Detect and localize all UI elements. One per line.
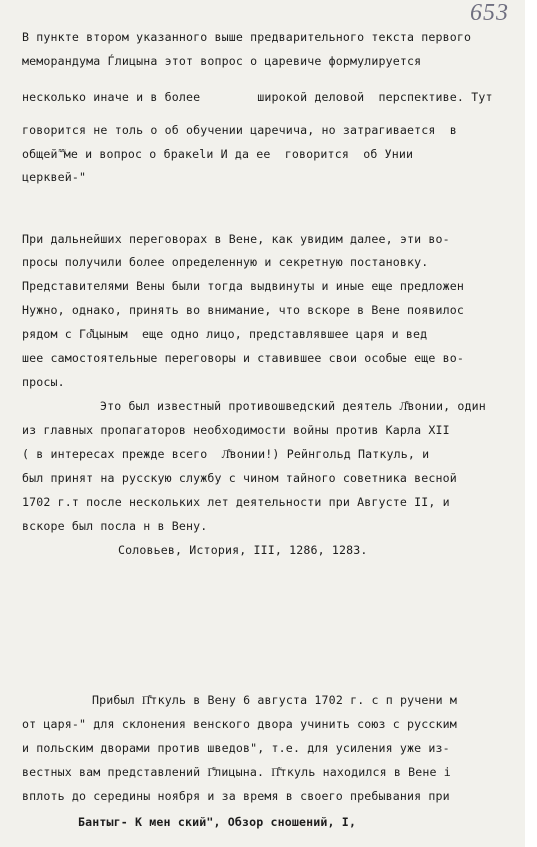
text-line: рядом с Го͌͌цыным еще одно лицо, представлявшее царя и вед (22, 327, 428, 341)
text-line: несколько иначе и в более широкой деловой перспективе. Тут (22, 90, 493, 104)
text-line: Прибыл П͌ткуль в Вену 6 августа 1702 г. с п ручени м (92, 693, 458, 707)
text-line: Это был известный противошведский деятель Л͌вонии, один (100, 399, 486, 413)
text-line: из главных пропагаторов необходимости войны против Карла XII (22, 423, 450, 437)
text-line: шее самостоятельные переговоры и ставившее свои особые еще во- (22, 351, 465, 365)
citation-line: Соловьев, История, III, 1286, 1283. (118, 543, 368, 557)
text-line: Нужно, однако, принять во внимание, что вскоре в Вене появилос (22, 303, 465, 317)
text-line: вплоть до середины ноября и за время в своего пребывания при (22, 789, 450, 803)
text-line: В пункте втором указанного выше предварительного текста первого (22, 30, 472, 44)
text-line: При дальнейших переговорах в Вене, как увидим далее, эти во- (22, 232, 450, 246)
text-line: вестных вам представлений Г͌лицына. П͌ткуль находился в Вене і (22, 765, 451, 779)
text-line: и польским дворами против шведов", т.е. для усиления уже из- (22, 741, 450, 755)
text-line: говорится не толь о об обучении царечича, но затрагивается в (22, 123, 457, 137)
text-line: вскоре был посла н в Вену. (22, 519, 208, 533)
text-line: был принят на русскую службу с чином тайного советника весной (22, 471, 457, 485)
page-edge (525, 0, 531, 847)
text-line: меморандума Ѓлицына этот вопрос о царевиче формулируется (22, 54, 422, 68)
text-line: просы. (22, 375, 65, 389)
folio-number: 653 (470, 0, 509, 26)
text-line: просы получили более определенную и секретную постановку. (22, 255, 429, 269)
citation-line: Бантыг- К мен ский", Обзор сношений, I, (78, 815, 357, 829)
text-line: Представителями Вены были тогда выдвинуты и иные еще предложен (22, 279, 465, 293)
text-line: ( в интересах прежде всего Л͌вонии!) Рейнгольд Паткуль, и (22, 447, 430, 461)
text-line: от царя-" для склонения венского двора учинить союз с русским (22, 717, 457, 731)
text-line: церквей-" (22, 170, 87, 184)
text-line: 1702 г.т после нескольких лет деятельности при Августе II, и (22, 495, 450, 509)
text-line: общей ͌ ͌ме и вопрос о бракеlи И да ее говорится об Унии (22, 147, 414, 161)
